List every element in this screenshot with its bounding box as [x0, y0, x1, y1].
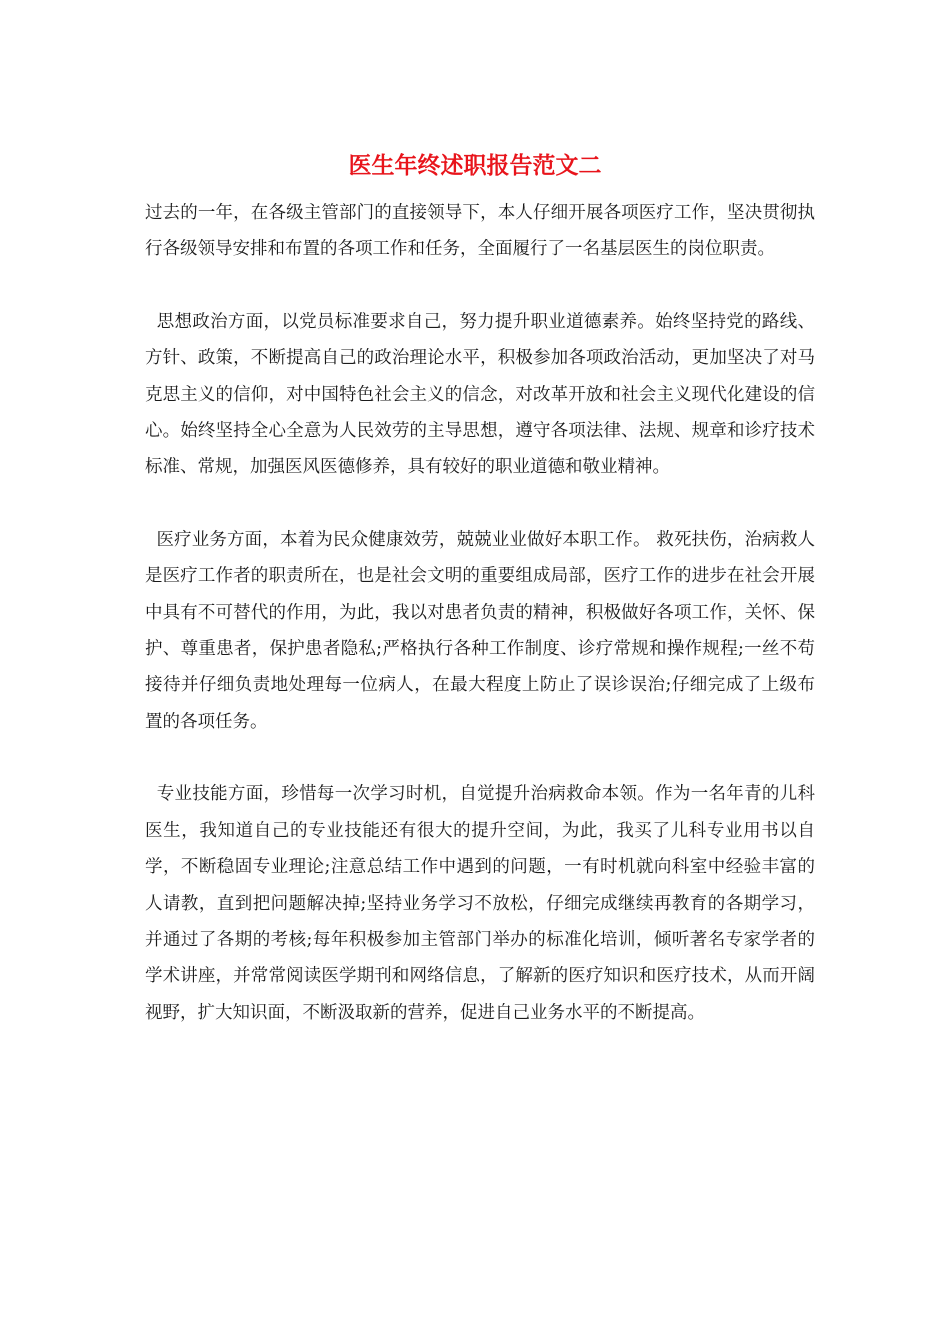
document-body — [145, 195, 821, 1031]
paragraph-medical-work: 医疗业务方面，本着为民众健康效劳，兢兢业业做好本职工作。 救死扶伤，治病救人 是医疗工作者的职责所在，也是社会文明的重要组成局部，医疗工作的进步在社会开展中具有不可替代的作用，为此，我以对患者负责的精神，积极做好各项工作，关怀、保护、尊重患者，保护患者隐私;严格执行各种工作制度、诊疗常规和操作规程;一丝不苟接待并仔细负责地处理每一位病人，在最大程度上防止了误诊误治;仔细完成了上级布置的各项任务。 — [145, 529, 821, 732]
document-title: 医生年终述职报告范文二 — [348, 152, 602, 179]
paragraph-intro: 过去的一年，在各级主管部门的直接领导下，本人仔细开展各项医疗工作，坚决贯彻执行各级领导安排和布置的各项工作和任务，全面履行了一名基层医生的岗位职责。 — [145, 203, 815, 260]
paragraph-political: 思想政治方面，以党员标准要求自己，努力提升职业道德素养。始终坚持党的路线、方针、政策，不断提高自己的政治理论水平，积极参加各项政治活动，更加坚决了对马克思主义的信仰，对中国特色社会主义的信念，对改革开放和社会主义现代化建设的信心。始终坚持全心全意为人民效劳的主导思想，遵守各项法律、法规、规章和诊疗技术标准、常规，加强医风医德修养，具有较好的职业道德和敬业精神。 — [145, 311, 815, 478]
paragraph-professional-skills: 专业技能方面，珍惜每一次学习时机，自觉提升治病救命本领。作为一名年青的儿科医生，我知道自己的专业技能还有很大的提升空间，为此，我买了儿科专业用书以自学，不断稳固专业理论;注意总结工作中遇到的问题，一有时机就向科室中经验丰富的人请教，直到把问题解决掉;坚持业务学习不放松，仔细完成继续再教育的各期学习，并通过了各期的考核;每年积极参加主管部门举办的标准化培训，倾听著名专家学者的学术讲座，并常常阅读医学期刊和网络信息，了解新的医疗知识和医疗技术，从而开阔视野，扩大知识面，不断汲取新的营养，促进自己业务水平的不断提高。 — [145, 784, 815, 1023]
